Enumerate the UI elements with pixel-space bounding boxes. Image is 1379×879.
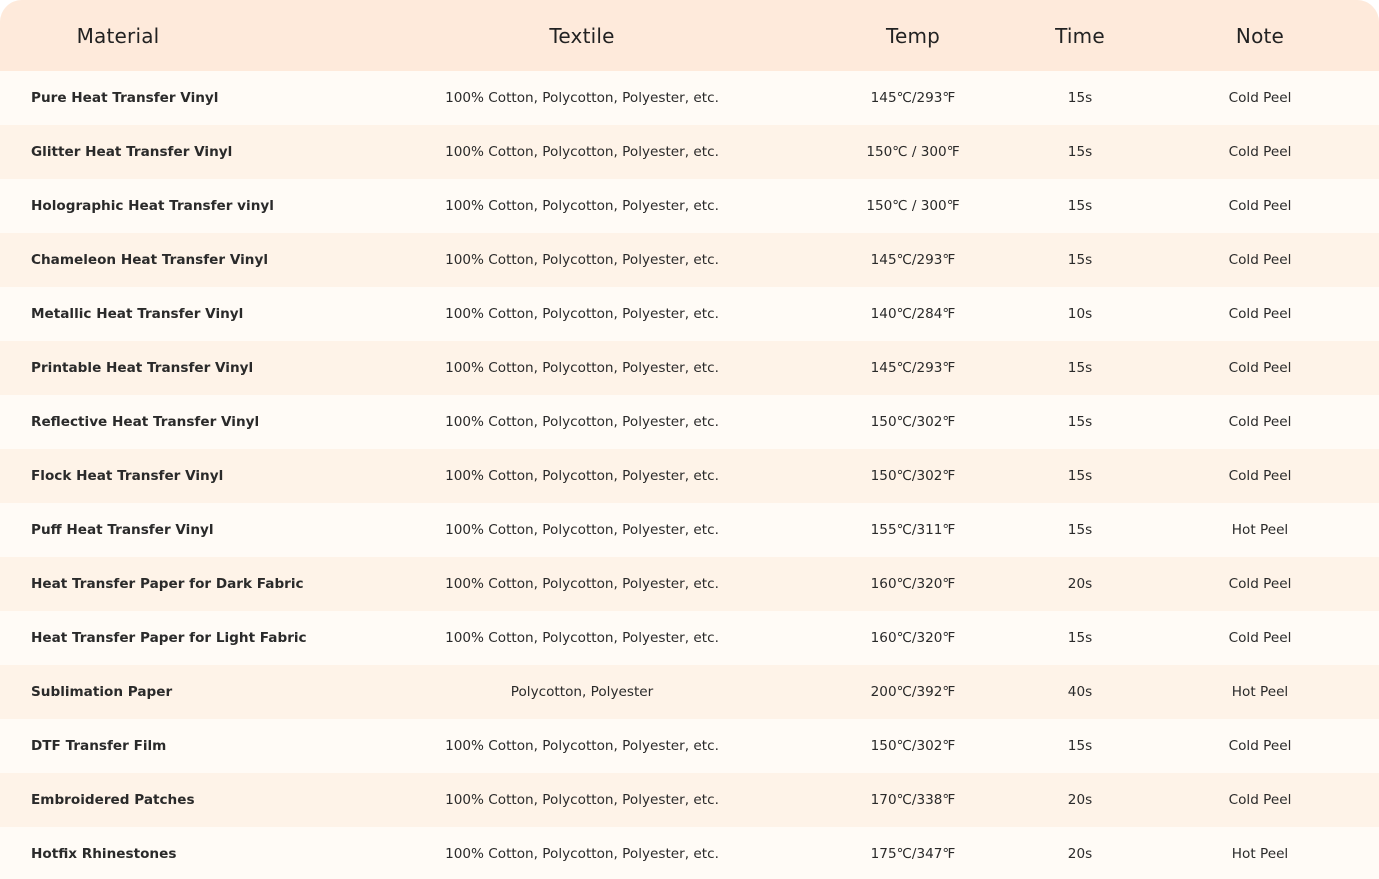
cell-time: 15s <box>1067 252 1093 268</box>
table-row <box>0 125 1379 179</box>
cell-note: Cold Peel <box>1228 144 1292 160</box>
header-time: Time <box>1055 24 1105 48</box>
table-row <box>0 179 1379 233</box>
cell-material: Sublimation Paper <box>31 684 173 700</box>
table-row <box>0 449 1379 503</box>
cell-material: Holographic Heat Transfer vinyl <box>31 198 274 214</box>
cell-note: Cold Peel <box>1228 738 1292 754</box>
cell-note: Cold Peel <box>1228 198 1292 214</box>
cell-material: Reflective Heat Transfer Vinyl <box>31 414 260 430</box>
cell-note: Cold Peel <box>1228 90 1292 106</box>
table-row <box>0 719 1379 773</box>
table-row <box>0 611 1379 665</box>
table-row <box>0 665 1379 719</box>
cell-material: Pure Heat Transfer Vinyl <box>31 90 219 106</box>
cell-textile: 100% Cotton, Polycotton, Polyester, etc. <box>445 90 719 106</box>
cell-textile: 100% Cotton, Polycotton, Polyester, etc. <box>445 198 719 214</box>
cell-material: DTF Transfer Film <box>31 738 167 754</box>
cell-time: 10s <box>1067 306 1093 322</box>
cell-note: Hot Peel <box>1231 684 1289 700</box>
cell-textile: 100% Cotton, Polycotton, Polyester, etc. <box>445 144 719 160</box>
cell-temp: 160℃/320℉ <box>870 576 956 592</box>
cell-temp: 200℃/392℉ <box>870 684 956 700</box>
cell-time: 20s <box>1067 576 1093 592</box>
cell-temp: 150℃/302℉ <box>870 468 956 484</box>
header-material: Material <box>76 24 160 48</box>
cell-textile: 100% Cotton, Polycotton, Polyester, etc. <box>445 468 719 484</box>
table-row <box>0 287 1379 341</box>
cell-note: Cold Peel <box>1228 576 1292 592</box>
table-row <box>0 341 1379 395</box>
cell-time: 15s <box>1067 738 1093 754</box>
cell-note: Cold Peel <box>1228 414 1292 430</box>
cell-time: 15s <box>1067 468 1093 484</box>
table-row <box>0 503 1379 557</box>
cell-material: Hotfix Rhinestones <box>31 846 177 862</box>
cell-time: 15s <box>1067 522 1093 538</box>
cell-time: 15s <box>1067 198 1093 214</box>
cell-material: Printable Heat Transfer Vinyl <box>31 360 254 376</box>
cell-textile: 100% Cotton, Polycotton, Polyester, etc. <box>445 738 719 754</box>
cell-textile: 100% Cotton, Polycotton, Polyester, etc. <box>445 576 719 592</box>
cell-time: 15s <box>1067 414 1093 430</box>
cell-note: Cold Peel <box>1228 360 1292 376</box>
cell-temp: 145℃/293℉ <box>870 90 956 106</box>
table-header <box>0 0 1379 71</box>
cell-material: Puff Heat Transfer Vinyl <box>31 522 214 538</box>
cell-temp: 140℃/284℉ <box>870 306 956 322</box>
table-row <box>0 233 1379 287</box>
cell-temp: 150℃/302℉ <box>870 738 956 754</box>
cell-time: 40s <box>1067 684 1093 700</box>
table-row <box>0 827 1379 879</box>
cell-material: Heat Transfer Paper for Light Fabric <box>31 630 307 646</box>
cell-note: Cold Peel <box>1228 252 1292 268</box>
cell-time: 15s <box>1067 144 1093 160</box>
cell-note: Cold Peel <box>1228 306 1292 322</box>
cell-note: Cold Peel <box>1228 792 1292 808</box>
cell-temp: 170℃/338℉ <box>870 792 956 808</box>
cell-textile: 100% Cotton, Polycotton, Polyester, etc. <box>445 414 719 430</box>
cell-temp: 160℃/320℉ <box>870 630 956 646</box>
cell-temp: 145℃/293℉ <box>870 360 956 376</box>
cell-temp: 175℃/347℉ <box>870 846 956 862</box>
cell-time: 20s <box>1067 792 1093 808</box>
cell-material: Embroidered Patches <box>31 792 195 808</box>
cell-material: Heat Transfer Paper for Dark Fabric <box>31 576 304 592</box>
cell-temp: 150℃ / 300℉ <box>866 198 960 214</box>
cell-time: 15s <box>1067 360 1093 376</box>
cell-time: 20s <box>1067 846 1093 862</box>
cell-textile: 100% Cotton, Polycotton, Polyester, etc. <box>445 252 719 268</box>
cell-time: 15s <box>1067 630 1093 646</box>
cell-textile: 100% Cotton, Polycotton, Polyester, etc. <box>445 306 719 322</box>
cell-note: Cold Peel <box>1228 630 1292 646</box>
cell-textile: 100% Cotton, Polycotton, Polyester, etc. <box>445 792 719 808</box>
cell-material: Flock Heat Transfer Vinyl <box>31 468 224 484</box>
table-row <box>0 557 1379 611</box>
cell-time: 15s <box>1067 90 1093 106</box>
cell-textile: 100% Cotton, Polycotton, Polyester, etc. <box>445 360 719 376</box>
header-note: Note <box>1235 24 1285 48</box>
table-row <box>0 395 1379 449</box>
cell-note: Hot Peel <box>1231 846 1289 862</box>
cell-note: Cold Peel <box>1228 468 1292 484</box>
table-row <box>0 773 1379 827</box>
header-textile: Textile <box>549 24 615 48</box>
table-row <box>0 71 1379 125</box>
cell-temp: 145℃/293℉ <box>870 252 956 268</box>
header-temp: Temp <box>885 24 941 48</box>
cell-material: Chameleon Heat Transfer Vinyl <box>31 252 268 268</box>
cell-textile: 100% Cotton, Polycotton, Polyester, etc. <box>445 846 719 862</box>
cell-textile: 100% Cotton, Polycotton, Polyester, etc. <box>445 522 719 538</box>
cell-note: Hot Peel <box>1231 522 1289 538</box>
cell-textile: 100% Cotton, Polycotton, Polyester, etc. <box>445 630 719 646</box>
cell-temp: 150℃/302℉ <box>870 414 956 430</box>
cell-temp: 155℃/311℉ <box>870 522 956 538</box>
cell-material: Glitter Heat Transfer Vinyl <box>31 144 233 160</box>
cell-temp: 150℃ / 300℉ <box>866 144 960 160</box>
cell-material: Metallic Heat Transfer Vinyl <box>31 306 244 322</box>
cell-textile: Polycotton, Polyester <box>510 684 654 700</box>
